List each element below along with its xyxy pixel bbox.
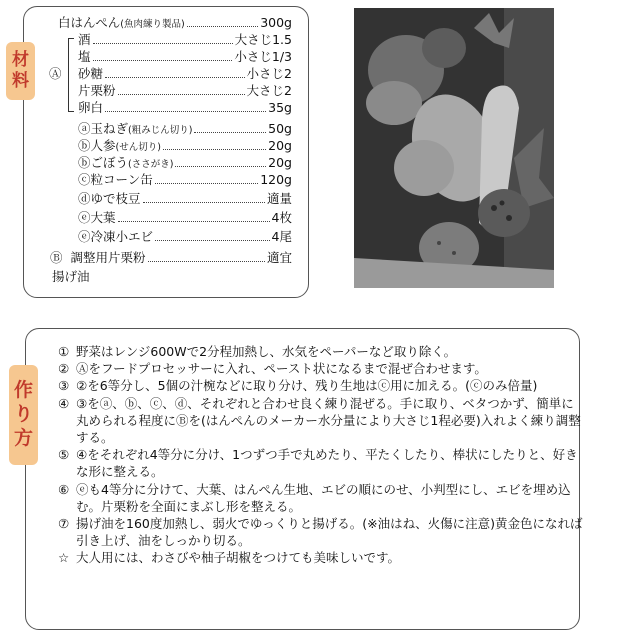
ingredient-note: (せん切り) (115, 142, 161, 153)
ingredient-mark: ⓑ (78, 155, 91, 170)
ingredient-amount: 120g (260, 172, 292, 187)
step-item (58, 377, 583, 394)
ingredient-row (78, 99, 292, 116)
ingredient-row (78, 48, 292, 65)
leader-dots (105, 77, 245, 78)
ingredient-amount: 20g (268, 155, 292, 170)
leader-dots (105, 111, 266, 112)
ingredient-name: 片栗粉 (78, 83, 116, 98)
ingredient-row (78, 65, 292, 82)
ingredient-amount: 35g (268, 100, 292, 115)
steps-list (58, 343, 583, 567)
tab-char: り (13, 403, 33, 426)
step-text: ④をそれぞれ4等分に分け、1つずつ手で丸めたり、平たくしたり、棒状にしたりと、好きな形に整える。 (76, 447, 578, 480)
leader-dots (93, 60, 233, 61)
tab-char: 材 (12, 49, 29, 70)
ingredient-name: 調整用片栗粉 (70, 250, 146, 265)
step-text: ③をⓐ、ⓑ、ⓒ、ⓓ、それぞれと合わせ良く練り混ぜる。手に取り、ベタつかず、簡単に丸められる程度にⒷを(はんぺんのメーカー水分量により大さじ1程必要)入れよく練り調整する。 (76, 395, 581, 446)
tab-char: 作 (13, 379, 33, 402)
ingredient-row (78, 190, 292, 207)
ingredient-row (78, 82, 292, 99)
step-item (58, 360, 583, 377)
ingredient-name: 白はんぺん (58, 15, 121, 30)
ingredient-amount: 大さじ1.5 (234, 32, 292, 47)
step-text: 大人用には、わさびや柚子胡椒をつけても美味しいです。 (76, 550, 401, 566)
step-item (58, 549, 583, 566)
step-item (58, 515, 583, 549)
ingredient-name: 砂糖 (78, 66, 104, 81)
fried-fishcakes-image (354, 8, 554, 288)
ingredient-amount: 4尾 (271, 229, 292, 244)
ingredient-name: ごぼう (90, 155, 129, 170)
leader-dots (118, 221, 270, 222)
ingredient-amount: 20g (268, 138, 292, 153)
leader-dots (93, 43, 233, 44)
leader-dots (175, 166, 266, 167)
ingredient-row (78, 228, 292, 245)
ingredient-name: 卵白 (78, 100, 104, 115)
group-a-label: Ⓐ (49, 66, 62, 81)
steps-tab (9, 365, 38, 465)
step-number: ⑥ (58, 481, 70, 497)
step-text: 揚げ油を160度加熱し、弱火でゆっくりと揚げる。(※油はね、火傷に注意)黄金色になれば引き上げ、油をしっかり切る。 (76, 516, 583, 549)
ingredient-name: 塩 (78, 49, 91, 64)
frying-oil: 揚げ油 (52, 269, 90, 284)
ingredient-row (78, 171, 292, 188)
ingredient-mark: ⓐ (78, 121, 91, 136)
step-text: 野菜はレンジ600Wで2分程加熱し、水気をペーパーなど取り除く。 (76, 344, 457, 359)
food-photo (354, 8, 554, 288)
ingredient-note: (粗みじん切り) (128, 125, 193, 136)
ingredient-row (78, 120, 292, 137)
ingredient-row (78, 31, 292, 48)
leader-dots (155, 183, 258, 184)
step-number: ⑦ (58, 516, 70, 532)
leader-dots (194, 132, 266, 133)
ingredient-note: (魚肉練り製品) (120, 19, 185, 30)
ingredient-name: 大葉 (90, 210, 116, 225)
ingredient-amount: 適宜 (266, 250, 292, 265)
ingredient-amount: 小さじ2 (246, 66, 292, 81)
step-number: ☆ (58, 550, 70, 566)
ingredient-name: ゆで枝豆 (90, 191, 141, 206)
step-item (58, 343, 583, 360)
ingredient-name: 玉ねぎ (90, 121, 129, 136)
ingredient-mark: ⓑ (78, 138, 91, 153)
ingredient-amount: 50g (268, 121, 292, 136)
ingredient-name: 人参 (90, 138, 116, 153)
step-text: Ⓐをフードプロセッサーに入れ、ペースト状になるまで混ぜ合わせます。 (76, 361, 487, 377)
leader-dots (118, 94, 245, 95)
step-number: ③ (58, 378, 70, 394)
ingredient-mark: ⓔ (78, 210, 91, 225)
step-item (58, 446, 583, 480)
step-text: ⓔも4等分に分けて、大葉、はんぺん生地、エビの順にのせ、小判型にし、エビを埋め込む。片栗粉を全面にまぶし形を整える。 (76, 481, 571, 514)
ingredient-name: 冷凍小エビ (90, 229, 154, 244)
ingredient-row (78, 154, 292, 171)
ingredient-amount: 4枚 (271, 210, 292, 225)
ingredient-amount: 小さじ1/3 (234, 49, 292, 64)
ingredient-name: 酒 (78, 32, 91, 47)
step-item (58, 395, 583, 447)
step-text: ②を6等分し、5個の汁椀などに取り分け、残り生地はⓒ用に加える。(ⓒのみ倍量) (76, 378, 538, 394)
ingredient-row (58, 14, 292, 31)
leader-dots (143, 202, 265, 203)
ingredient-amount: 適量 (266, 191, 292, 206)
step-number: ① (58, 344, 70, 359)
leader-dots (163, 149, 266, 150)
tab-char: 方 (13, 426, 33, 449)
leader-dots (155, 240, 270, 241)
ingredient-mark: ⓔ (78, 229, 91, 244)
step-item (58, 481, 583, 515)
ingredient-mark: ⓒ (78, 172, 91, 187)
group-a-bracket (68, 38, 74, 112)
ingredient-row (50, 249, 292, 266)
ingredient-note: (ささがき) (128, 159, 174, 170)
ingredient-amount: 300g (260, 15, 292, 30)
step-number: ② (58, 361, 70, 377)
ingredient-name: 粒コーン缶 (90, 172, 153, 187)
ingredients-tab (6, 42, 35, 100)
tab-char: 料 (12, 71, 29, 91)
leader-dots (148, 261, 265, 262)
step-number: ⑤ (58, 447, 70, 463)
ingredient-mark: ⓓ (78, 191, 91, 206)
leader-dots (187, 26, 259, 27)
ingredient-amount: 大さじ2 (246, 83, 292, 98)
ingredient-row (78, 137, 292, 154)
ingredient-row (78, 209, 292, 226)
group-b-label: Ⓑ (50, 250, 63, 265)
step-number: ④ (58, 395, 70, 411)
